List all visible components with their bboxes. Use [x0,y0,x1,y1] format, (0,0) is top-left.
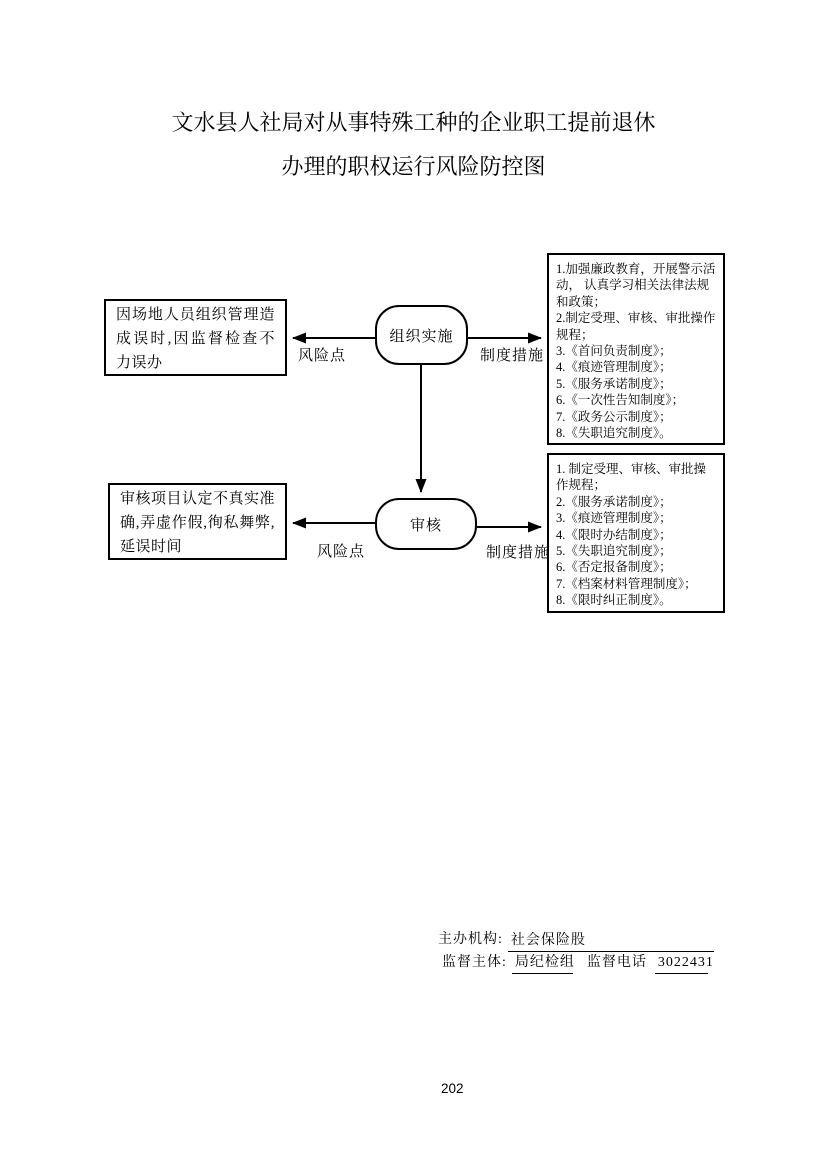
measure-item: 5.《服务承诺制度》； [556,376,672,391]
title-line-2: 办理的职权运行风险防控图 [281,154,546,179]
risk-box-review [108,483,287,560]
flow-node-organize [375,305,468,365]
measure-item: 2.《服务承诺制度》； [556,494,672,509]
flow-node-review-label: 审核 [409,517,442,534]
risk-box-organize [104,299,287,376]
measure-item: 3.《首问负责制度》； [556,344,672,359]
phone-label: 监督电话 [586,954,647,970]
measure-item: 6.《否定报备制度》； [556,560,672,575]
footer-annotations [438,929,714,974]
host-organization-line [438,929,714,952]
measure-item: 5.《失职追究制度》； [556,544,672,559]
document-title [0,101,827,189]
risk-point-label-row1: 风险点 [298,348,347,364]
supervisor-value: 局纪检组 [512,953,573,974]
measure-item: 8.《失职追究制度》。 [556,426,672,441]
host-organization-value: 社会保险股 [508,931,714,952]
flow-node-review [375,498,477,550]
measures-label-row1: 制度措施 [480,348,545,364]
title-line-1: 文水县人社局对从事特殊工种的企业职工提前退休 [171,110,656,135]
measure-item: 7.《政务公示制度》； [556,409,672,424]
measure-item: 6.《一次性告知制度》； [556,393,685,408]
risk-text-review: 审核项目认定不真实准确,弄虚作假,徇私舞弊,延误时间 [120,491,276,555]
measure-item: 4.《限时办结制度》； [556,527,672,542]
host-organization-label: 主办机构: [438,932,503,947]
measure-item: 3.《痕迹管理制度》； [556,511,672,526]
measures-box-organize [547,253,725,445]
measure-item: 2.制定受理、审核、审批操作规程； [556,311,716,342]
supervisor-line [438,952,714,975]
measures-label-row2: 制度措施 [486,545,551,561]
risk-point-label-row2: 风险点 [317,544,366,560]
measure-item: 1.加强廉政教育，开展警示活动， 认真学习相关法律法规和政策； [556,262,716,309]
measure-item: 4.《痕迹管理制度》； [556,360,672,375]
page-number: 202 [441,1081,464,1096]
flow-node-organize-label: 组织实施 [389,328,454,345]
measure-item: 7.《档案材料管理制度》； [556,576,697,591]
phone-number: 3022431 [655,953,708,974]
measure-item: 1. 制定受理、审核、审批操作规程； [556,462,707,493]
measures-box-review [547,453,725,613]
supervisor-label: 监督主体: [442,954,507,970]
measure-item: 8.《限时纠正制度》。 [556,593,672,608]
risk-text-organize: 因场地人员组织管理造成误时,因监督检查不力误办 [116,307,275,371]
